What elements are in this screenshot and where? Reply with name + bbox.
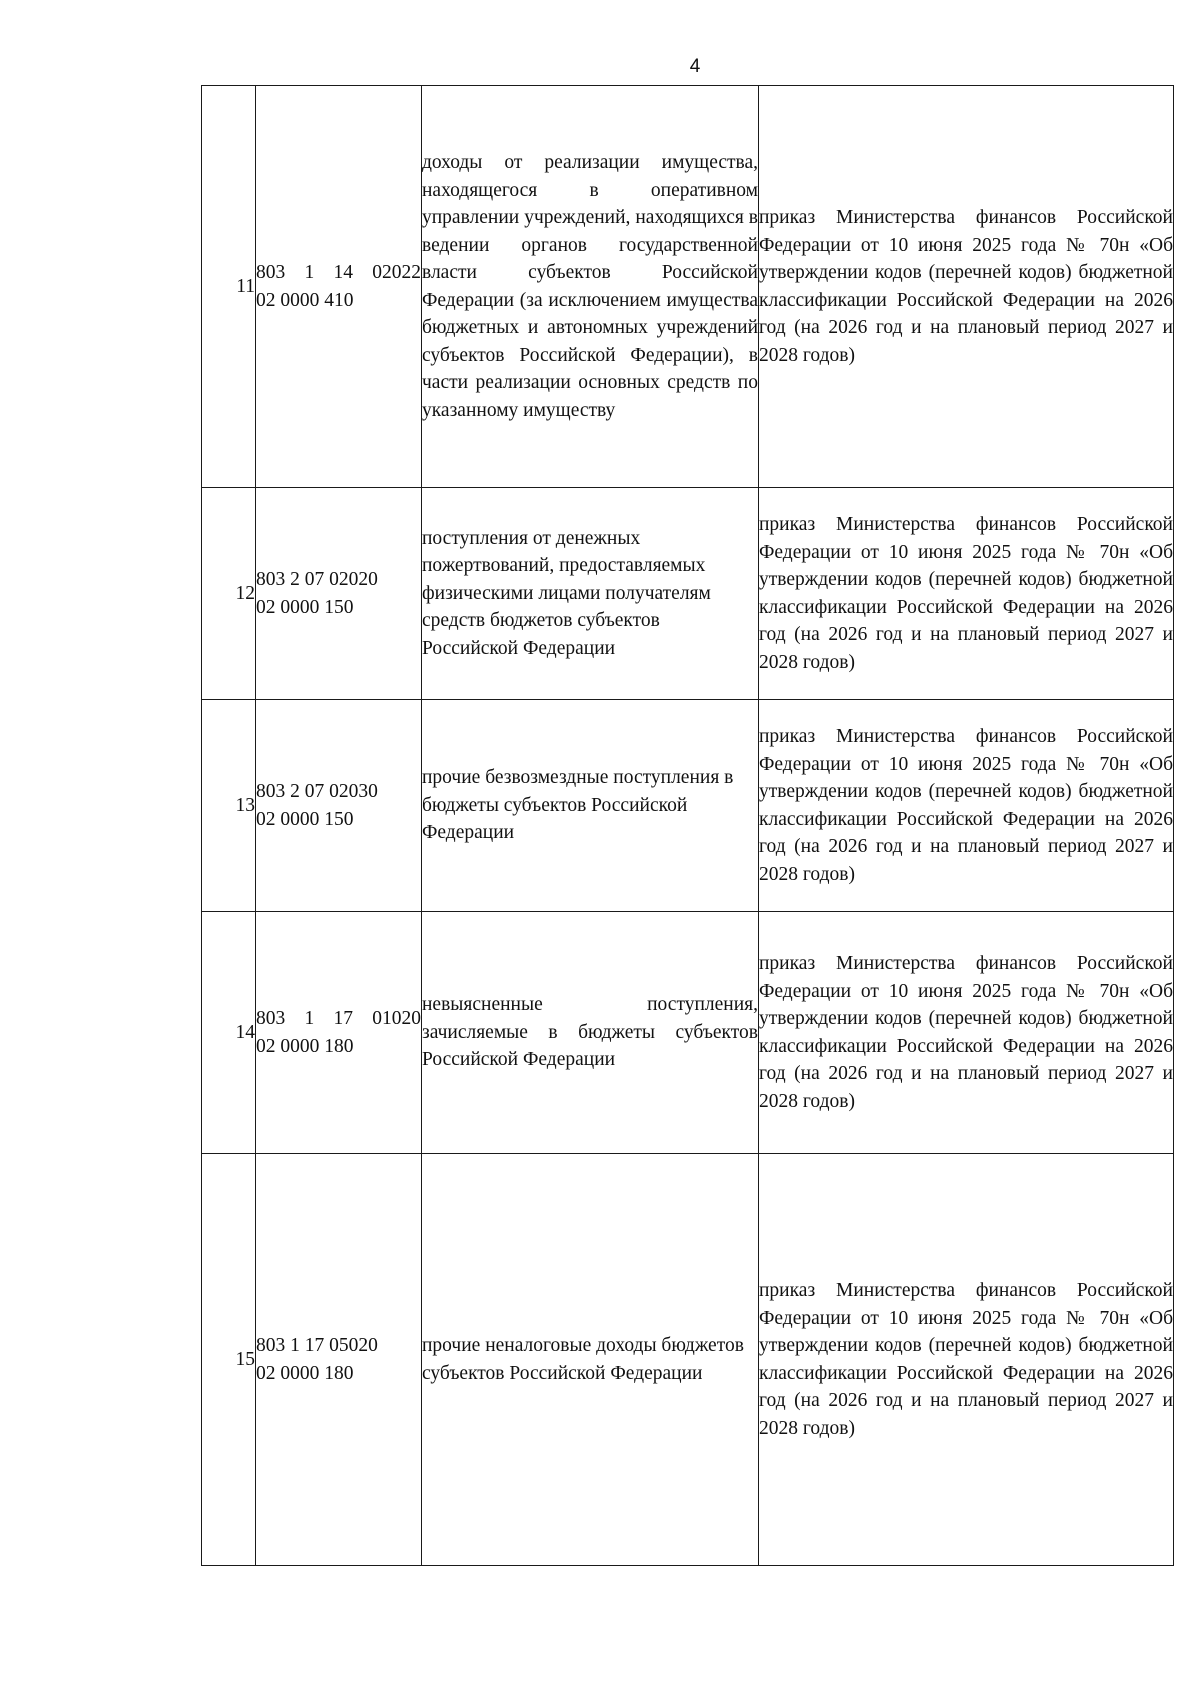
budget-code-line: 02 0000 150 [256,808,354,830]
budget-code-line: 02 0000 410 [256,289,354,311]
budget-code-line: 803 2 07 02020 [256,569,378,590]
legal-basis: приказ Министерства финансов Российской Федерации от 10 июня 2025 года № 70н «Об утверждении кодов (перечней кодов) бюджетной классификации Российской Федерации на 2026 год (на 2026 год и на плановый период 2027 и 2028 годов) [759,488,1174,700]
income-name: доходы от реализации имущества, находящегося в оперативном управлении учреждений, находящихся в ведении органов государственной власти субъектов Российской Федерации (за исключением имущества бюджетных и автономных учреждений субъектов Российской Федерации), в части реализации основных средств по указанному имуществу [422,86,759,488]
table-row [202,912,1174,1154]
legal-basis: приказ Министерства финансов Российской Федерации от 10 июня 2025 года № 70н «Об утверждении кодов (перечней кодов) бюджетной классификации Российской Федерации на 2026 год (на 2026 год и на плановый период 2027 и 2028 годов) [759,700,1174,912]
budget-code [256,86,422,488]
budget-codes-table [201,85,1174,1566]
income-name: прочие неналоговые доходы бюджетов субъектов Российской Федерации [422,1154,759,1566]
page-number: 4 [689,56,701,77]
row-number: 13 [202,700,256,912]
budget-code-line: 02 0000 180 [256,1035,354,1057]
row-number: 11 [202,86,256,488]
income-name: невыясненные поступления, зачисляемые в бюджеты субъектов Российской Федерации [422,912,759,1154]
income-name: прочие безвозмездные поступления в бюджеты субъектов Российской Федерации [422,700,759,912]
budget-code [256,488,422,700]
table-row [202,1154,1174,1566]
budget-code-line: 803 1 17 05020 [256,1335,378,1356]
legal-basis: приказ Министерства финансов Российской Федерации от 10 июня 2025 года № 70н «Об утверждении кодов (перечней кодов) бюджетной классификации Российской Федерации на 2026 год (на 2026 год и на плановый период 2027 и 2028 годов) [759,86,1174,488]
budget-code-line: 02 0000 180 [256,1362,354,1384]
row-number: 15 [202,1154,256,1566]
budget-code [256,700,422,912]
table-row [202,488,1174,700]
row-number: 14 [202,912,256,1154]
row-number: 12 [202,488,256,700]
budget-code [256,912,422,1154]
budget-code-line: 02 0000 150 [256,596,354,618]
budget-code-line: 803 1 14 02022 [256,262,421,283]
legal-basis: приказ Министерства финансов Российской Федерации от 10 июня 2025 года № 70н «Об утверждении кодов (перечней кодов) бюджетной классификации Российской Федерации на 2026 год (на 2026 год и на плановый период 2027 и 2028 годов) [759,1154,1174,1566]
income-name: поступления от денежных пожертвований, предоставляемых физическими лицами получателям средств бюджетов субъектов Российской Федерации [422,488,759,700]
table-row [202,700,1174,912]
budget-code-line: 803 1 17 01020 [256,1008,421,1029]
budget-code-line: 803 2 07 02030 [256,781,378,802]
budget-code [256,1154,422,1566]
legal-basis: приказ Министерства финансов Российской Федерации от 10 июня 2025 года № 70н «Об утверждении кодов (перечней кодов) бюджетной классификации Российской Федерации на 2026 год (на 2026 год и на плановый период 2027 и 2028 годов) [759,912,1174,1154]
table-row [202,86,1174,488]
